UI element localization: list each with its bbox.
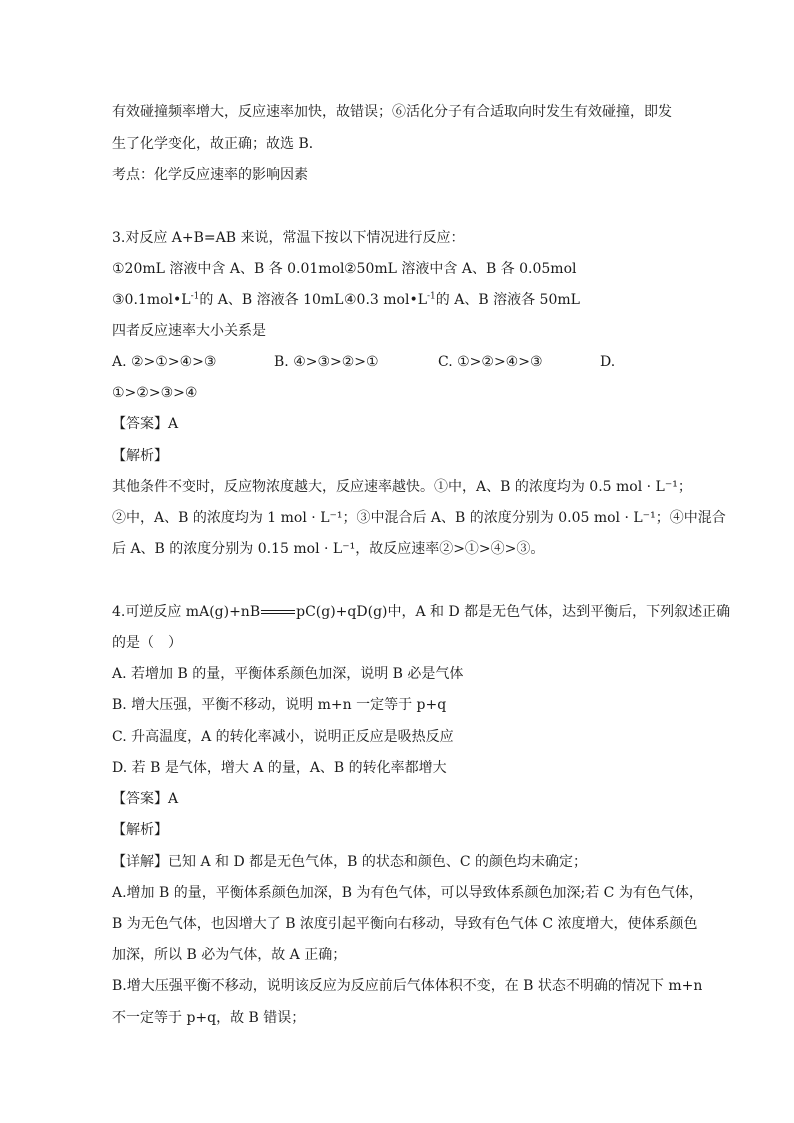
prev-analysis-line-1: 有效碰撞频率增大，反应速率加快，故错误；⑥活化分子有合适取向时发生有效碰撞，即发 <box>112 104 672 120</box>
q3-condition-4-a: ④0.3 mol•L <box>344 292 428 308</box>
q3-analysis-line-2: ②中，A、B 的浓度均为 1 mol · L⁻¹；③中混合后 A、B 的浓度分别为 0.05 mol · L⁻¹；④中混合 <box>112 510 726 526</box>
q3-analysis-line-3: 后 A、B 的浓度分别为 0.15 mol · L⁻¹，故反应速率②>①>④>③。 <box>112 541 545 557</box>
q4-answer: 【答案】A <box>112 791 179 807</box>
q4-detail-line-3: B 为无色气体，也因增大了 B 浓度引起平衡向右移动，导致有色气体 C 浓度增大，使体系颜色 <box>112 916 698 932</box>
q4-detail-line-5: B.增大压强平衡不移动，说明该反应为反应前后气体体积不变，在 B 状态不明确的情况下 m+n <box>112 978 703 994</box>
q3-condition-3-b: 的 A、B 溶液各 10mL <box>199 292 344 308</box>
prev-topic-line: 考点：化学反应速率的影响因素 <box>112 167 308 183</box>
q4-stem-line-2: 的是（ ） <box>112 635 182 651</box>
q3-condition-4-b: 的 A、B 溶液各 50mL <box>435 292 580 308</box>
q3-stem: 3.对反应 A+B=AB 来说，常温下按以下情况进行反应： <box>112 230 465 246</box>
q3-analysis-heading: 【解析】 <box>112 448 168 464</box>
q4-stem <box>112 602 730 622</box>
q3-condition-3 <box>112 290 343 310</box>
q4-detail-line-6: 不一定等于 p+q，故 B 错误； <box>112 1010 306 1026</box>
q4-option-d: D. 若 B 是气体，增大 A 的量，A、B 的转化率都增大 <box>112 760 447 776</box>
reversible-arrow-icon <box>261 607 295 617</box>
q4-analysis-heading: 【解析】 <box>112 822 168 838</box>
q3-condition-2: ②50mL 溶液中含 A、B 各 0.05mol <box>344 261 577 277</box>
q3-option-d-label: D. <box>600 354 616 370</box>
q4-option-b: B. 增大压强，平衡不移动，说明 m+n 一定等于 p+q <box>112 697 447 713</box>
q4-detail-line-2: A.增加 B 的量，平衡体系颜色加深，B 为有色气体，可以导致体系颜色加深;若 C 为有色气体， <box>112 885 703 901</box>
q3-option-c: C. ①>②>④>③ <box>438 354 543 370</box>
q4-stem-b: pC(g)+qD(g)中，A 和 D 都是无色气体，达到平衡后，下列叙述正确 <box>296 604 731 620</box>
q3-condition-4 <box>344 290 580 310</box>
q3-option-d-value: ①>②>③>④ <box>112 385 198 401</box>
q4-stem-a: 4.可逆反应 mA(g)+nB <box>112 604 261 620</box>
q3-condition-1: ①20mL 溶液中含 A、B 各 0.01mol <box>112 261 345 277</box>
q4-detail-line-1: 【详解】已知 A 和 D 都是无色气体，B 的状态和颜色、C 的颜色均未确定； <box>112 854 588 870</box>
q3-option-b: B. ④>③>②>① <box>274 354 379 370</box>
q3-option-a: A. ②>①>④>③ <box>112 354 217 370</box>
q3-analysis-line-1: 其他条件不变时，反应物浓度越大，反应速率越快。①中，A、B 的浓度均为 0.5 mol · L⁻¹； <box>112 479 692 495</box>
q3-question: 四者反应速率大小关系是 <box>112 323 266 339</box>
q4-option-c: C. 升高温度，A 的转化率减小，说明正反应是吸热反应 <box>112 729 454 745</box>
q3-condition-3-sup: -1 <box>190 291 200 302</box>
q3-condition-3-a: ③0.1mol•L <box>112 292 191 308</box>
q4-option-a: A. 若增加 B 的量，平衡体系颜色加深，说明 B 必是气体 <box>112 666 464 682</box>
q3-answer: 【答案】A <box>112 416 179 432</box>
q4-detail-line-4: 加深，所以 B 必为气体，故 A 正确； <box>112 947 347 963</box>
prev-analysis-line-2: 生了化学变化，故正确；故选 B． <box>112 136 323 152</box>
q3-condition-4-sup: -1 <box>427 291 436 302</box>
